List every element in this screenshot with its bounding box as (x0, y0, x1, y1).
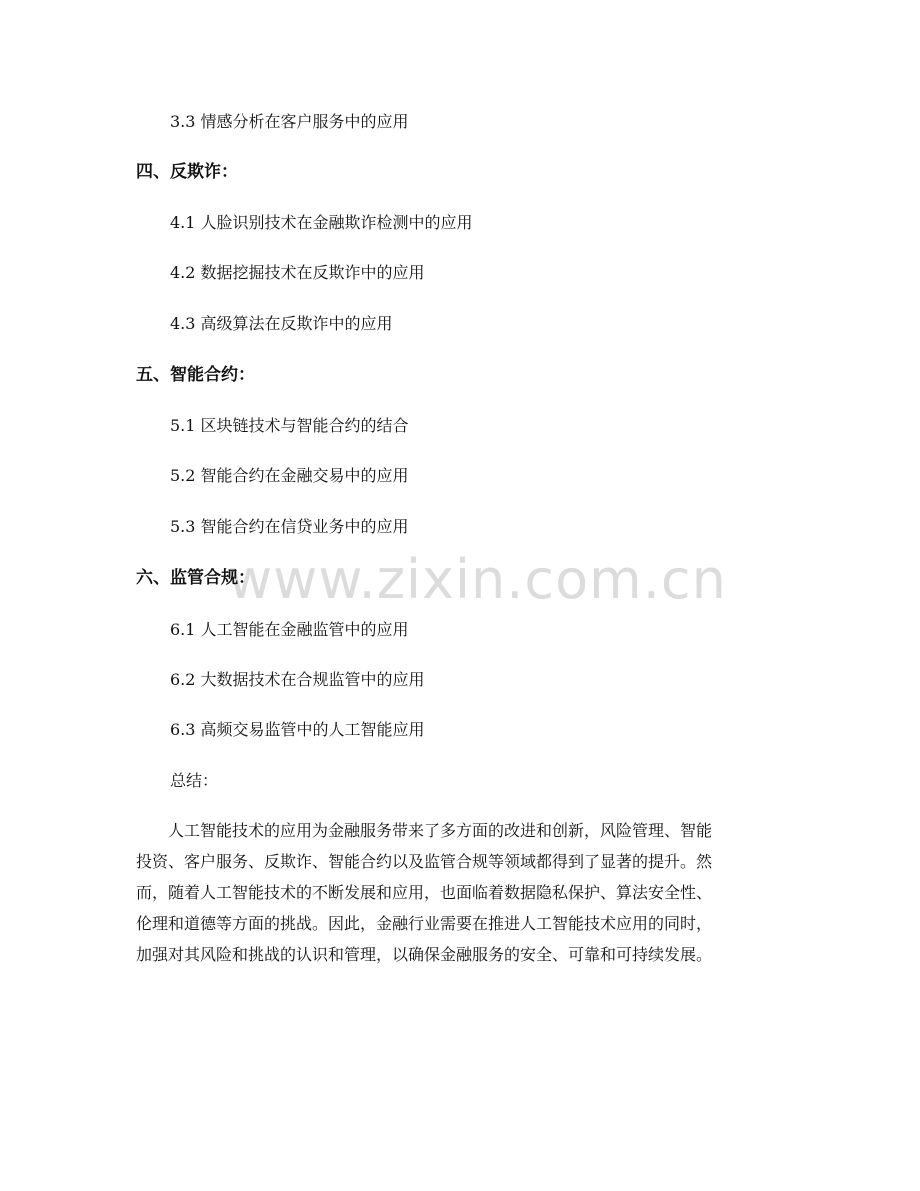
subsection-6-2: 6.2 大数据技术在合规监管中的应用 (170, 670, 425, 689)
subsection-4-2: 4.2 数据挖掘技术在反欺诈中的应用 (170, 263, 425, 282)
subsection-5-1: 5.1 区块链技术与智能合约的结合 (170, 416, 409, 435)
summary-paragraph (136, 815, 790, 970)
summary-line: 加强对其风险和挑战的认识和管理，以确保金融服务的安全、可靠和可持续发展。 (136, 945, 713, 964)
subsection-6-3: 6.3 高频交易监管中的人工智能应用 (170, 720, 425, 739)
section-heading-5: 五、智能合约： (136, 365, 255, 385)
summary-label: 总结： (170, 771, 219, 790)
summary-line: 投资、客户服务、反欺诈、智能合约以及监管合规等领域都得到了显著的提升。然 (136, 852, 713, 871)
summary-line: 人工智能技术的应用为金融服务带来了多方面的改进和创新，风险管理、智能 (136, 821, 713, 840)
subsection-5-2: 5.2 智能合约在金融交易中的应用 (170, 466, 409, 485)
subsection-5-3: 5.3 智能合约在信贷业务中的应用 (170, 517, 409, 536)
subsection-3-3: 3.3 情感分析在客户服务中的应用 (170, 112, 409, 131)
summary-line: 而，随着人工智能技术的不断发展和应用，也面临着数据隐私保护、算法安全性、 (136, 883, 713, 902)
subsection-4-1: 4.1 人脸识别技术在金融欺诈检测中的应用 (170, 213, 473, 232)
section-heading-4: 四、反欺诈： (136, 162, 238, 182)
section-heading-6: 六、监管合规： (136, 568, 255, 588)
summary-line: 伦理和道德等方面的挑战。因此，金融行业需要在推进人工智能技术应用的同时， (136, 914, 713, 933)
subsection-4-3: 4.3 高级算法在反欺诈中的应用 (170, 314, 393, 333)
watermark: www.zixin.com.cn (228, 548, 727, 611)
subsection-6-1: 6.1 人工智能在金融监管中的应用 (170, 620, 409, 639)
